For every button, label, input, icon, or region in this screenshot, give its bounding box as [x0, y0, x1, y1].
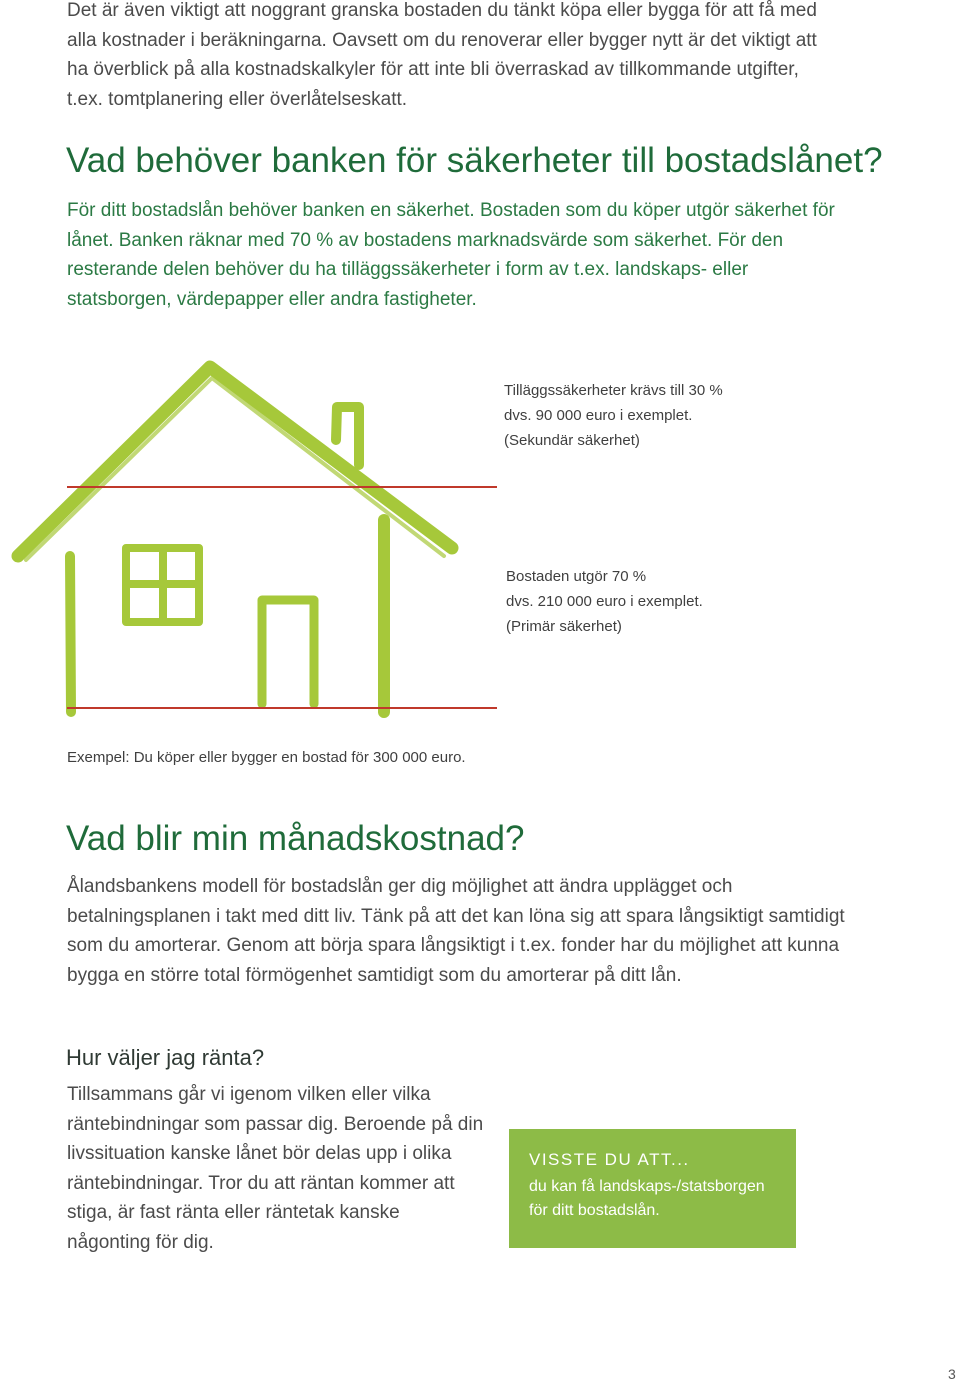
did-you-know-body: du kan få landskaps-/statsborgen för ditt bostadslån.: [529, 1178, 765, 1219]
interest-paragraph: Tillsammans går vi igenom vilken eller vilka räntebindningar som passar dig. Beroende på din livssituation kanske lånet bör delas upp i olika räntebindningar. Tror du att räntan kommer att stiga, är fast ränta eller räntetak kanske någonting för dig.: [67, 1084, 484, 1253]
upper-red-line: [67, 486, 497, 488]
security-heading: Vad behöver banken för säkerheter till bostadslånet?: [66, 141, 883, 180]
did-you-know-box: [509, 1129, 796, 1248]
primary-label-line3: (Primär säkerhet): [506, 618, 622, 635]
example-caption: Exempel: Du köper eller bygger en bostad för 300 000 euro.: [67, 749, 466, 766]
monthly-paragraph: Ålandsbankens modell för bostadslån ger dig möjlighet att ändra upplägget och betalningsplanen i takt med ditt liv. Tänk på att det kan löna sig att spara långsiktigt samtidigt som du amorterar. Genom att börja spara långsiktigt i t.ex. fonder har du möjlighet att kunna bygga en större total förmögenhet samtidigt som du amorterar på ditt lån.: [67, 876, 845, 986]
lower-red-line: [67, 707, 497, 709]
monthly-heading: Vad blir min månadskostnad?: [66, 819, 525, 858]
window-cross: [126, 548, 199, 622]
primary-label-line1: Bostaden utgör 70 %: [506, 568, 647, 585]
secondary-label-line1: Tilläggssäkerheter krävs till 30 %: [504, 382, 723, 399]
secondary-label-line2: dvs. 90 000 euro i exemplet.: [504, 407, 693, 424]
left-wall: [70, 556, 71, 712]
door-outline: [262, 600, 314, 704]
house-illustration: [0, 350, 500, 730]
secondary-label-line3: (Sekundär säkerhet): [504, 432, 640, 449]
secondary-security-label: [504, 378, 723, 453]
security-paragraph: För ditt bostadslån behöver banken en säkerhet. Bostaden som du köper utgör säkerhet för lånet. Banken räknar med 70 % av bostadens marknadsvärde som säkerhet. För den resterande delen behöver du ha tilläggssäkerheter i form av t.ex. landskaps- eller statsborgen, värdepapper eller andra fastigheter.: [67, 200, 835, 310]
intro-paragraph: Det är även viktigt att noggrant granska bostaden du tänkt köpa eller bygga för att få med alla kostnader i beräkningarna. Oavsett om du renoverar eller bygger nytt är det viktigt att ha överblick på alla kostnadskalkyler för att inte bli överraskad av tillkommande utgifter, t.ex. tomtplanering eller överlåtelseskatt.: [67, 0, 817, 110]
primary-label-line2: dvs. 210 000 euro i exemplet.: [506, 593, 703, 610]
interest-heading: Hur väljer jag ränta?: [66, 1045, 265, 1070]
primary-security-label: [506, 564, 703, 639]
page-number: 3: [948, 1366, 956, 1382]
did-you-know-title: VISSTE DU ATT...: [529, 1150, 690, 1169]
